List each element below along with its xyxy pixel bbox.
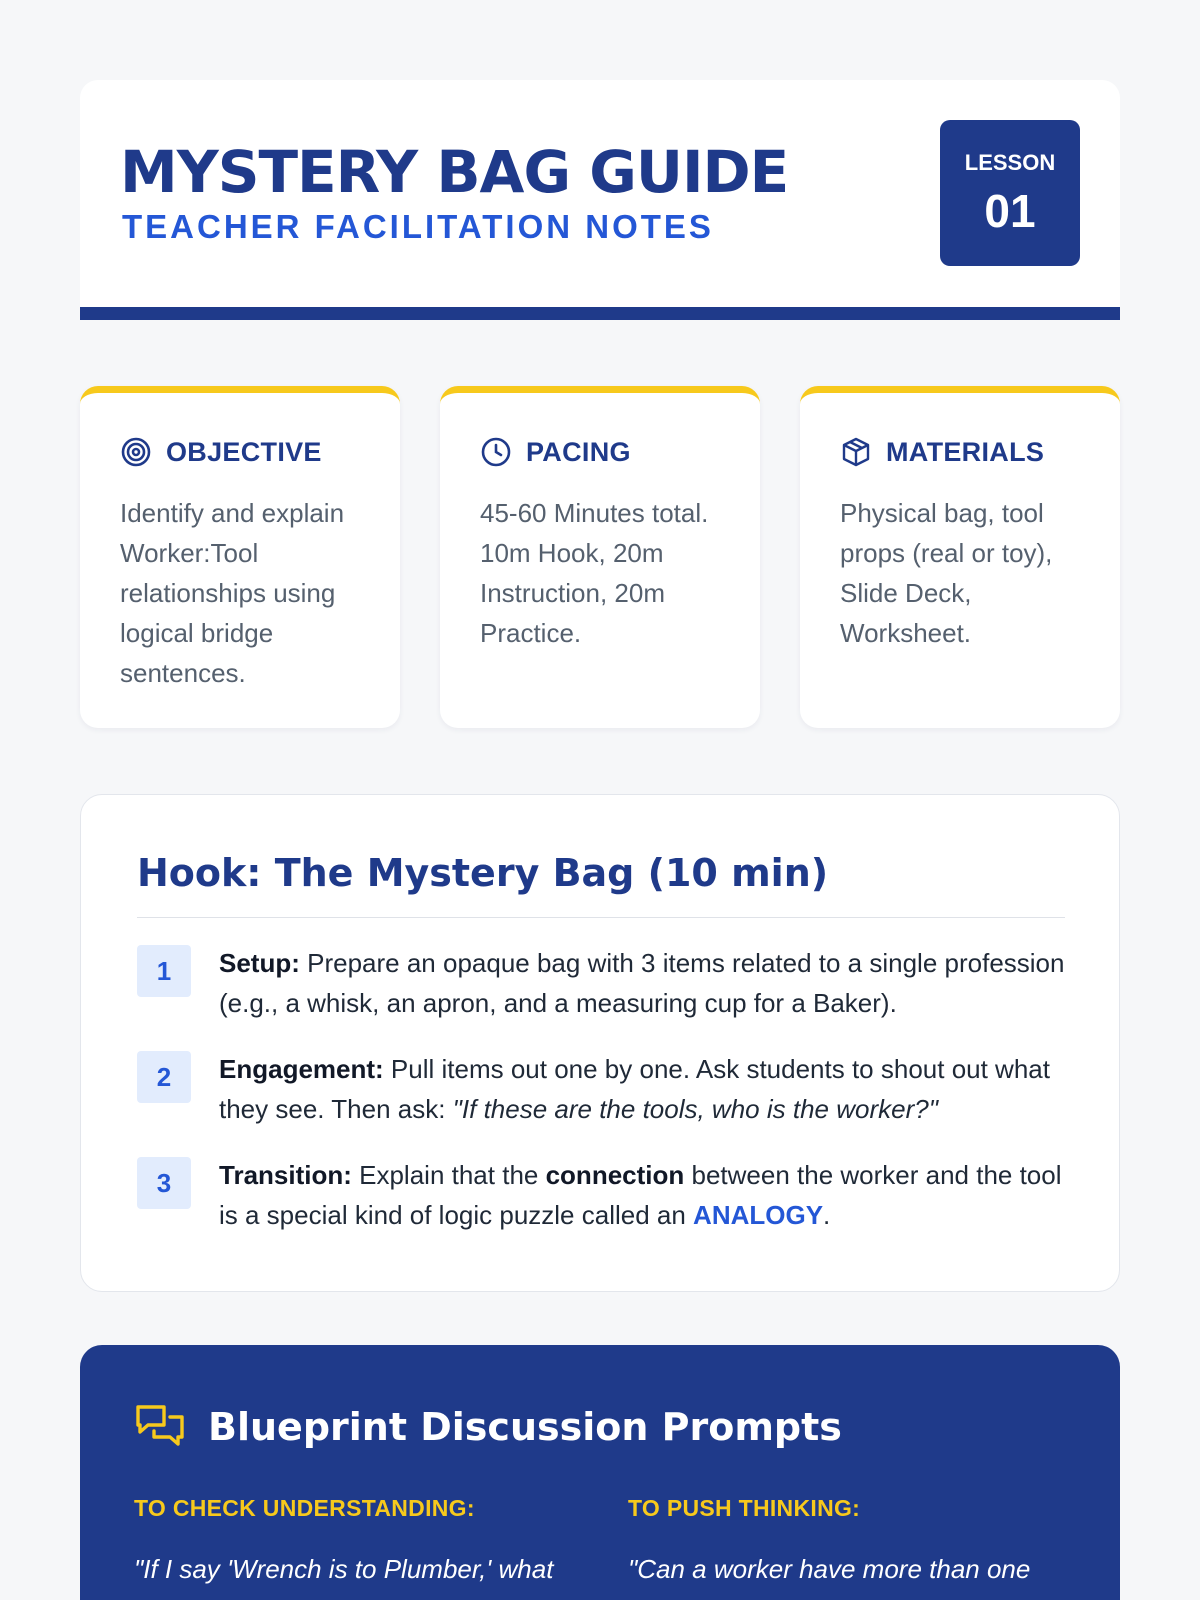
step-body-continued: between the worker and the tool is a special kind of logic puzzle called an bbox=[219, 1160, 1062, 1230]
step-number: 2 bbox=[137, 1051, 191, 1103]
step-text bbox=[219, 1155, 1079, 1235]
prompt-column-heading: TO CHECK UNDERSTANDING: bbox=[134, 1495, 475, 1521]
step-body: Explain that the bbox=[351, 1160, 546, 1190]
prompts-title: Blueprint Discussion Prompts bbox=[208, 1405, 842, 1449]
step-body: Prepare an opaque bag with 3 items related to a single profession (e.g., a whisk, an apron, and a measuring cup for a Baker). bbox=[219, 948, 1065, 1018]
step-body: Pull items out one by one. Ask students to shout out what they see. Then ask: bbox=[219, 1054, 1050, 1124]
step-label: Engagement: bbox=[219, 1054, 384, 1084]
step-quote: "If these are the tools, who is the worker?" bbox=[452, 1094, 938, 1124]
step-label: Setup: bbox=[219, 948, 300, 978]
prompt-column-check bbox=[134, 1495, 574, 1585]
prompt-question: "If I say 'Wrench is to Plumber,' what bbox=[134, 1554, 554, 1584]
step-text bbox=[219, 943, 1079, 1023]
prompt-column-heading: TO PUSH THINKING: bbox=[628, 1495, 861, 1521]
materials-card bbox=[800, 386, 1120, 728]
materials-card-header bbox=[840, 437, 1044, 467]
objective-card-body: Identify and explain Worker:Tool relationships using logical bridge sentences. bbox=[120, 498, 345, 688]
prompt-column-push bbox=[628, 1495, 1068, 1585]
page-subtitle: TEACHER FACILITATION NOTES bbox=[122, 208, 714, 245]
objective-card bbox=[80, 386, 400, 728]
step-text bbox=[219, 1049, 1079, 1129]
lesson-badge-number: 01 bbox=[984, 185, 1036, 237]
step-number: 3 bbox=[137, 1157, 191, 1209]
header-divider bbox=[80, 307, 1120, 320]
objective-card-header bbox=[120, 437, 322, 467]
hook-title: Hook: The Mystery Bag (10 min) bbox=[137, 851, 829, 895]
step-end: . bbox=[823, 1200, 831, 1230]
pacing-card-body: 45-60 Minutes total. 10m Hook, 20m Instruction, 20m Practice. bbox=[480, 498, 709, 648]
chat-bubbles-icon bbox=[134, 1401, 186, 1453]
pacing-card-title: PACING bbox=[526, 436, 631, 467]
discussion-prompts-section bbox=[80, 1345, 1120, 1600]
box-icon bbox=[840, 436, 872, 468]
target-icon bbox=[120, 436, 152, 468]
step-number: 1 bbox=[137, 945, 191, 997]
hook-divider bbox=[137, 917, 1065, 918]
materials-card-title: MATERIALS bbox=[886, 436, 1045, 467]
objective-card-title: OBJECTIVE bbox=[166, 436, 322, 467]
header-card bbox=[80, 80, 1120, 320]
lesson-badge bbox=[940, 120, 1080, 266]
lesson-badge-label: LESSON bbox=[964, 150, 1056, 175]
pacing-card bbox=[440, 386, 760, 728]
prompts-header bbox=[134, 1401, 842, 1453]
analogy-highlight: ANALOGY bbox=[693, 1200, 824, 1230]
step-label: Transition: bbox=[219, 1160, 352, 1190]
pacing-card-header bbox=[480, 437, 631, 467]
hook-section bbox=[80, 794, 1120, 1292]
prompt-question: "Can a worker have more than one bbox=[628, 1554, 1031, 1584]
step-bold-word: connection bbox=[545, 1160, 685, 1190]
materials-card-body: Physical bag, tool props (real or toy), Slide Deck, Worksheet. bbox=[840, 498, 1053, 648]
page-title: MYSTERY BAG GUIDE bbox=[120, 138, 789, 206]
clock-icon bbox=[480, 436, 512, 468]
